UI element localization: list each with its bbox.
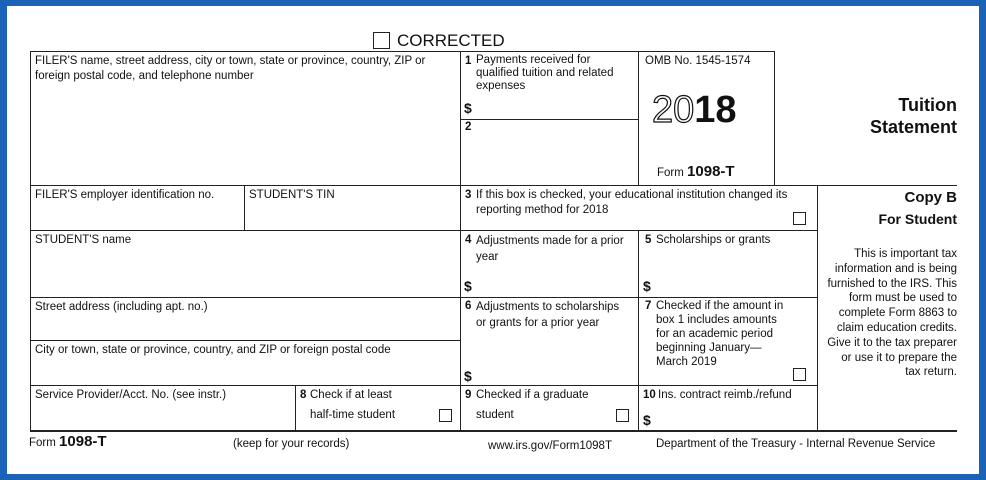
box10-label: Ins. contract reimb./refund <box>658 389 792 401</box>
corrected-checkbox[interactable] <box>373 32 390 49</box>
tax-year <box>652 90 737 130</box>
box6-label: Adjustments to scholarships or grants for a prior year <box>476 301 620 329</box>
box9-label-2: student <box>476 409 514 421</box>
corrected-label: CORRECTED <box>397 31 505 50</box>
copy-b-label: Copy B <box>904 189 957 206</box>
form-id-footer <box>29 433 107 452</box>
box8-label-2: half-time student <box>310 409 396 421</box>
box8-number: 8 <box>300 389 307 401</box>
box9-label: Checked if a graduate <box>476 389 589 401</box>
form-word-top: Form <box>657 167 684 179</box>
dept-treasury: Department of the Treasury - Internal Revenue Service <box>656 438 936 450</box>
box7-number: 7 <box>645 300 652 312</box>
box5-number: 5 <box>645 234 652 246</box>
box3-checkbox[interactable] <box>793 212 806 225</box>
tax-year-outline: 20 <box>652 89 695 131</box>
box7-checkbox[interactable] <box>793 368 806 381</box>
box4-dollar: $ <box>464 278 472 294</box>
form-id-top <box>657 164 735 181</box>
for-student-label: For Student <box>878 211 957 227</box>
city-label: City or town, state or province, country, and ZIP or foreign postal code <box>35 344 391 356</box>
form-1098t <box>7 6 979 474</box>
box9-number: 9 <box>465 389 472 401</box>
student-tin-label: STUDENT'S TIN <box>249 189 335 201</box>
box8-checkbox[interactable] <box>439 409 452 422</box>
omb-number: OMB No. 1545-1574 <box>645 55 751 67</box>
box1-label: Payments received for qualified tuition and related expenses <box>476 54 614 92</box>
box9-checkbox[interactable] <box>616 409 629 422</box>
box5-label: Scholarships or grants <box>656 234 771 246</box>
important-note: This is important tax information and is being furnished to the IRS. This form must be used to complete Form 8863 to claim education credits. Give it to the tax preparer or use it to prepare the tax return. <box>827 248 957 379</box>
box3-label: If this box is checked, your educational institution changed its reporting method for 2018 <box>476 189 788 216</box>
box5-dollar: $ <box>643 278 651 294</box>
title-statement: Statement <box>869 117 957 137</box>
filer-name-label: FILER'S name, street address, city or town, state or province, country, ZIP or foreign postal code, and telephone number <box>35 55 426 82</box>
student-name-label: STUDENT'S name <box>35 234 132 246</box>
box4-label: Adjustments made for a prior year <box>476 235 624 263</box>
tax-year-bold: 18 <box>694 89 737 131</box>
form-name-footer: 1098-T <box>59 433 107 450</box>
filer-ein-label: FILER'S employer identification no. <box>35 189 215 201</box>
box7-label: Checked if the amount in box 1 includes amounts for an academic period beginning January— March 2019 <box>656 300 784 368</box>
street-address-label: Street address (including apt. no.) <box>35 301 208 313</box>
irs-url[interactable]: www.irs.gov/Form1098T <box>488 440 612 452</box>
keep-records: (keep for your records) <box>233 438 350 450</box>
box6-dollar: $ <box>464 368 472 384</box>
form-word-footer: Form <box>29 437 56 449</box>
box6-number: 6 <box>465 300 472 312</box>
box2-number: 2 <box>465 121 472 133</box>
box3-number: 3 <box>465 189 472 201</box>
box8-label: Check if at least <box>310 389 392 401</box>
form-name-top: 1098-T <box>687 163 735 180</box>
box4-number: 4 <box>465 234 472 246</box>
service-provider-label: Service Provider/Acct. No. (see instr.) <box>35 389 227 401</box>
box10-number: 10 <box>643 389 656 401</box>
box1-dollar: $ <box>464 100 472 116</box>
box1-number: 1 <box>465 55 472 67</box>
title-tuition: Tuition <box>898 95 957 115</box>
box10-dollar: $ <box>643 412 651 428</box>
